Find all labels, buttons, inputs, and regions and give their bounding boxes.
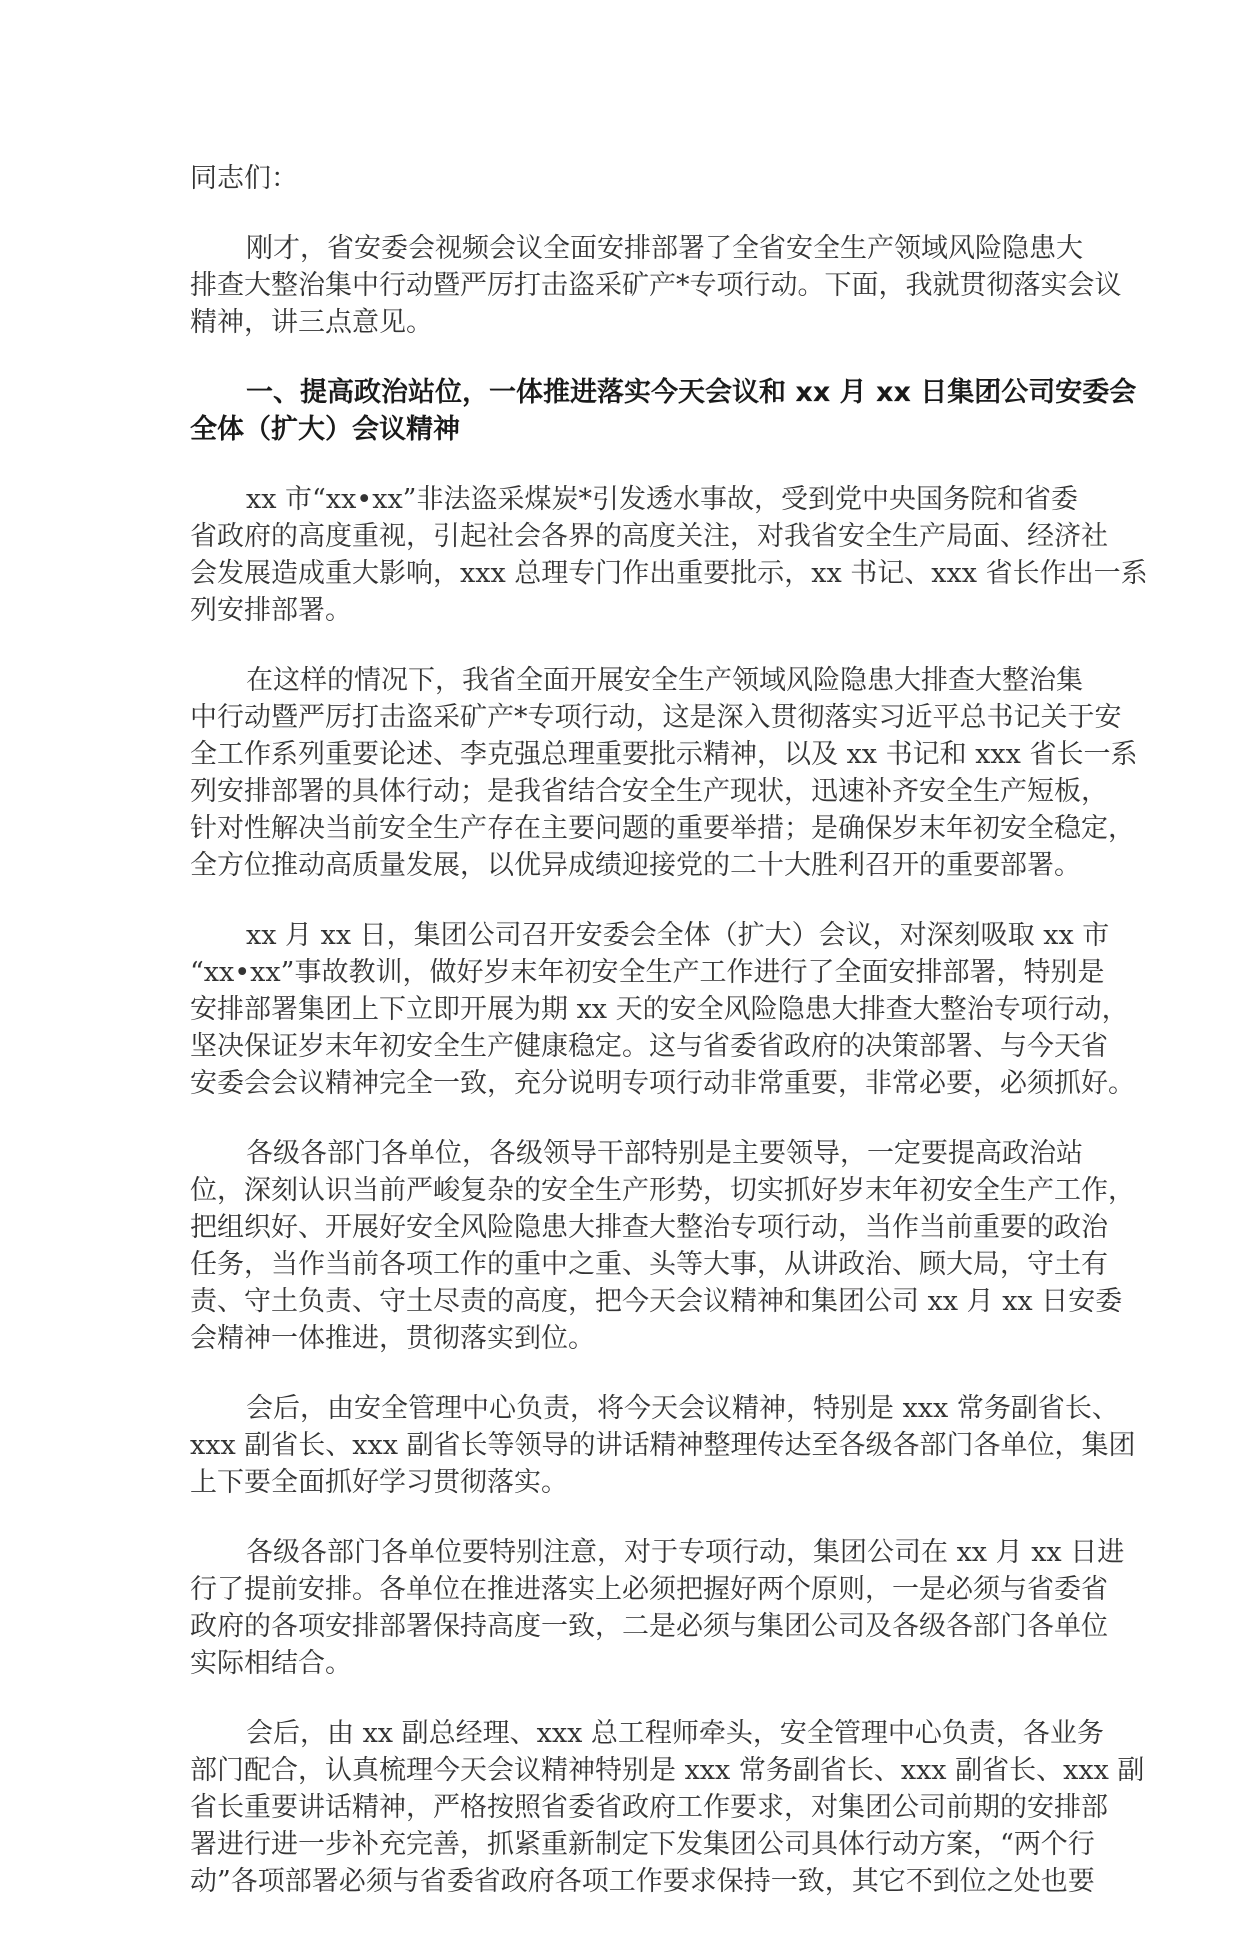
paragraph-line: 行了提前安排。各单位在推进落实上必须把握好两个原则，一是必须与省委省 [190,1574,1108,1605]
paragraph [190,917,1135,1102]
paragraph-line: 中行动暨严厉打击盗采矿产*专项行动，这是深入贯彻落实习近平总书记关于安 [190,702,1122,733]
paragraph-line: 针对性解决当前安全生产存在主要问题的重要举措；是确保岁末年初安全稳定， [190,813,1135,844]
paragraph-line: 省政府的高度重视，引起社会各界的高度关注，对我省安全生产局面、经济社 [190,521,1108,552]
heading-line: 一、提高政治站位，一体推进落实今天会议和 xx 月 xx 日集团公司安委会 [246,377,1137,408]
paragraph-line: 坚决保证岁末年初安全生产健康稳定。这与省委省政府的决策部署、与今天省 [190,1031,1108,1062]
paragraph-line: 会精神一体推进，贯彻落实到位。 [190,1323,595,1354]
paragraph-line: 把组织好、开展好安全风险隐患大排查大整治专项行动，当作当前重要的政治 [190,1212,1108,1243]
paragraph-line: 各级各部门各单位，各级领导干部特别是主要领导，一定要提高政治站 [246,1138,1083,1169]
paragraph-line: 各级各部门各单位要特别注意，对于专项行动，集团公司在 xx 月 xx 日进 [246,1537,1125,1568]
paragraph [190,481,1148,629]
document-body [190,230,1148,1900]
paragraph-line: 刚才，省安委会视频会议全面安排部署了全省安全生产领域风险隐患大 [246,233,1083,264]
section-heading [190,374,1137,448]
paragraph-line: “xx•xx”事故教训，做好岁末年初安全生产工作进行了全面安排部署，特别是 [190,957,1105,988]
paragraph-line: 安排部署集团上下立即开展为期 xx 天的安全风险隐患大排查大整治专项行动， [190,994,1129,1025]
paragraph-line: 会后，由安全管理中心负责，将今天会议精神，特别是 xxx 常务副省长、 [246,1393,1119,1424]
salutation-line: 同志们： [190,163,298,194]
paragraph [190,662,1138,884]
paragraph-line: 排查大整治集中行动暨严厉打击盗采矿产*专项行动。下面，我就贯彻落实会议 [190,270,1122,301]
heading-line: 全体（扩大）会议精神 [190,414,460,445]
paragraph-line: 部门配合，认真梳理今天会议精神特别是 xxx 常务副省长、xxx 副省长、xxx 副 [190,1755,1145,1786]
paragraph-line: 政府的各项安排部署保持高度一致，二是必须与集团公司及各级各部门各单位 [190,1611,1108,1642]
paragraph-line: 全方位推动高质量发展，以优异成绩迎接党的二十大胜利召开的重要部署。 [190,850,1081,881]
paragraph-line: 会发展造成重大影响，xxx 总理专门作出重要批示，xx 书记、xxx 省长作出一系 [190,558,1148,589]
paragraph-line: 位，深刻认识当前严峻复杂的安全生产形势，切实抓好岁末年初安全生产工作， [190,1175,1135,1206]
paragraph [190,1135,1135,1357]
paragraph-line: 动”各项部署必须与省委省政府各项工作要求保持一致，其它不到位之处也要 [190,1866,1095,1897]
paragraph-line: 责、守土负责、守土尽责的高度，把今天会议精神和集团公司 xx 月 xx 日安委 [190,1286,1123,1317]
document-page [190,160,1148,1933]
paragraph-line: 全工作系列重要论述、李克强总理重要批示精神，以及 xx 书记和 xxx 省长一系 [190,739,1138,770]
paragraph-line: 精神，讲三点意见。 [190,307,433,338]
paragraph-line: 上下要全面抓好学习贯彻落实。 [190,1467,568,1498]
paragraph-line: xx 月 xx 日，集团公司召开安委会全体（扩大）会议，对深刻吸取 xx 市 [246,920,1110,951]
salutation [190,160,1062,197]
paragraph [190,230,1122,341]
paragraph-line: 在这样的情况下，我省全面开展安全生产领域风险隐患大排查大整治集 [246,665,1083,696]
paragraph-line: 会后，由 xx 副总经理、xxx 总工程师牵头，安全管理中心负责，各业务 [246,1718,1104,1749]
paragraph-line: 列安排部署。 [190,595,352,626]
paragraph [190,1715,1145,1900]
paragraph-line: 实际相结合。 [190,1648,352,1679]
paragraph-line: 任务，当作当前各项工作的重中之重、头等大事，从讲政治、顾大局，守土有 [190,1249,1108,1280]
paragraph-line: xxx 副省长、xxx 副省长等领导的讲话精神整理传达至各级各部门各单位，集团 [190,1430,1136,1461]
paragraph-line: 列安排部署的具体行动；是我省结合安全生产现状，迅速补齐安全生产短板， [190,776,1108,807]
paragraph-line: 省长重要讲话精神，严格按照省委省政府工作要求，对集团公司前期的安排部 [190,1792,1108,1823]
paragraph-line: xx 市“xx•xx”非法盗采煤炭*引发透水事故，受到党中央国务院和省委 [246,484,1078,515]
paragraph [190,1534,1125,1682]
paragraph [190,1390,1136,1501]
paragraph-line: 安委会会议精神完全一致，充分说明专项行动非常重要，非常必要，必须抓好。 [190,1068,1135,1099]
paragraph-line: 署进行进一步补充完善，抓紧重新制定下发集团公司具体行动方案，“两个行 [190,1829,1095,1860]
